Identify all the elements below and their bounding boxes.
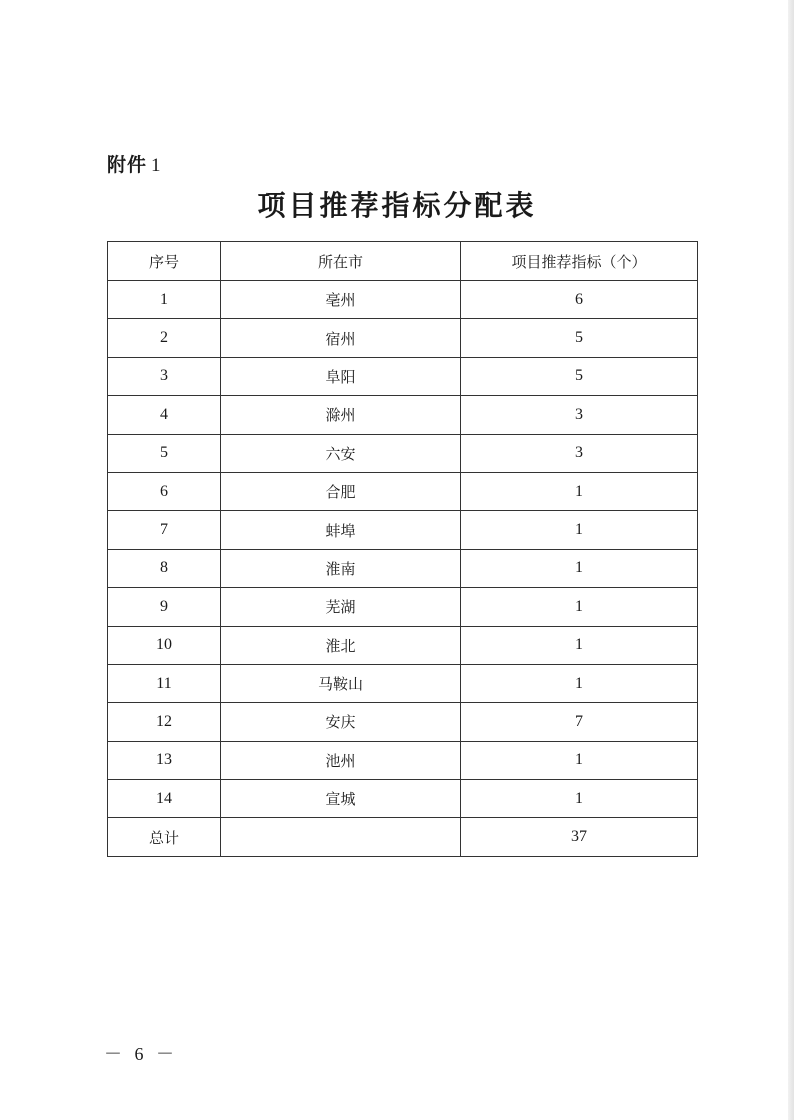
row-count: 1 — [461, 664, 698, 702]
row-city: 池州 — [221, 741, 461, 779]
table-header-row — [108, 242, 698, 281]
table-row — [108, 588, 698, 626]
row-count: 1 — [461, 472, 698, 510]
row-count: 5 — [461, 319, 698, 357]
row-city: 蚌埠 — [221, 511, 461, 549]
row-count: 1 — [461, 626, 698, 664]
row-count: 7 — [461, 703, 698, 741]
row-number: 7 — [108, 511, 221, 549]
row-count: 6 — [461, 281, 698, 319]
attachment-label-text: 附件 — [107, 154, 148, 176]
total-row — [108, 818, 698, 856]
row-number: 12 — [108, 703, 221, 741]
header-city: 所在市 — [221, 242, 461, 281]
row-number: 6 — [108, 472, 221, 510]
row-number: 14 — [108, 780, 221, 818]
total-count: 37 — [461, 818, 698, 856]
attachment-number: 1 — [151, 155, 162, 176]
table-row — [108, 434, 698, 472]
header-serial-number: 序号 — [108, 242, 221, 281]
table-row — [108, 780, 698, 818]
table-row — [108, 357, 698, 395]
row-number: 9 — [108, 588, 221, 626]
table-row — [108, 549, 698, 587]
row-count: 1 — [461, 549, 698, 587]
row-city: 安庆 — [221, 703, 461, 741]
table-row — [108, 703, 698, 741]
row-count: 1 — [461, 588, 698, 626]
row-number: 1 — [108, 281, 221, 319]
row-number: 4 — [108, 396, 221, 434]
table-row — [108, 626, 698, 664]
row-city: 亳州 — [221, 281, 461, 319]
row-count: 1 — [461, 741, 698, 779]
table-row — [108, 741, 698, 779]
row-count: 3 — [461, 396, 698, 434]
row-number: 3 — [108, 357, 221, 395]
row-city: 宿州 — [221, 319, 461, 357]
row-count: 5 — [461, 357, 698, 395]
row-number: 8 — [108, 549, 221, 587]
row-city: 阜阳 — [221, 357, 461, 395]
row-city: 合肥 — [221, 472, 461, 510]
row-number: 2 — [108, 319, 221, 357]
page-number: － 6 － — [104, 1044, 178, 1064]
row-city: 淮北 — [221, 626, 461, 664]
row-number: 11 — [108, 664, 221, 702]
table-row — [108, 281, 698, 319]
table-row — [108, 319, 698, 357]
table-row — [108, 664, 698, 702]
page-edge — [788, 0, 794, 1120]
total-city-cell — [221, 818, 461, 856]
row-count: 3 — [461, 434, 698, 472]
header-recommended-count: 项目推荐指标（个） — [461, 242, 698, 281]
row-count: 1 — [461, 511, 698, 549]
total-label: 总计 — [108, 818, 221, 856]
allocation-table — [107, 241, 698, 857]
row-city: 马鞍山 — [221, 664, 461, 702]
row-city: 宣城 — [221, 780, 461, 818]
table-row — [108, 472, 698, 510]
row-city: 淮南 — [221, 549, 461, 587]
document-title: 项目推荐指标分配表 — [257, 189, 537, 222]
row-number: 5 — [108, 434, 221, 472]
row-number: 13 — [108, 741, 221, 779]
row-city: 芜湖 — [221, 588, 461, 626]
table-row — [108, 511, 698, 549]
attachment-label — [107, 150, 162, 177]
row-city: 滁州 — [221, 396, 461, 434]
row-city: 六安 — [221, 434, 461, 472]
table-row — [108, 396, 698, 434]
row-number: 10 — [108, 626, 221, 664]
row-count: 1 — [461, 780, 698, 818]
